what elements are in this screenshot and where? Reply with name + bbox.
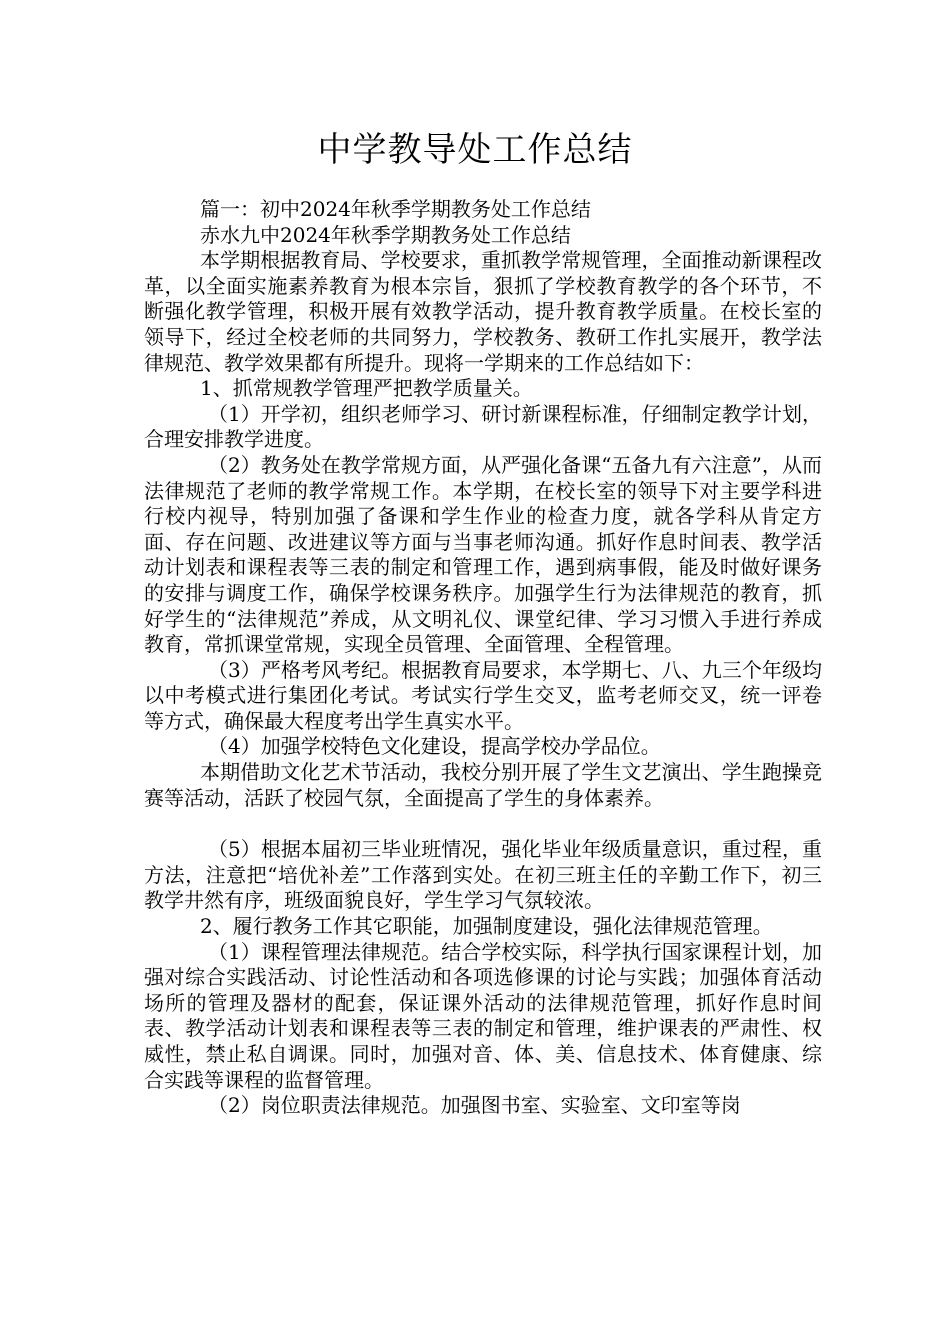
body-paragraph: （1）课程管理法律规范。结合学校实际，科学执行国家课程计划，加强对综合实践活动、讨论性活动和各项选修课的讨论与实践；加强体育活动场所的管理及器材的配套，保证课外活动的法律规范管理，抓好作息时间表、教学活动计划表和课程表等三表的制定和管理，维护课表的严肃性、权威性，禁止私自调课。同时，加强对音、体、美、信息技术、体育健康、综合实践等课程的监督管理。 xyxy=(144,939,822,1092)
body-paragraph: （3）严格考风考纪。根据教育局要求，本学期七、八、九三个年级均以中考模式进行集团化考试。考试实行学生交叉，监考老师交叉，统一评卷等方式，确保最大程度考出学生真实水平。 xyxy=(144,657,822,733)
subtitle-paragraph: 赤水九中2024年秋季学期教务处工作总结 xyxy=(200,222,571,247)
section-heading: 1、抓常规教学管理严把教学质量关。 xyxy=(200,376,533,401)
body-paragraph: （2）岗位职责法律规范。加强图书室、实验室、文印室等岗 xyxy=(208,1093,741,1118)
body-paragraph: （4）加强学校特色文化建设，提高学校办学品位。 xyxy=(208,734,661,759)
body-paragraph: （1）开学初，组织老师学习、研讨新课程标准，仔细制定教学计划，合理安排教学进度。 xyxy=(144,401,822,452)
body-paragraph: 本期借助文化艺术节活动，我校分别开展了学生文艺演出、学生跑操竞赛等活动，活跃了校园气氛，全面提高了学生的身体素养。 xyxy=(144,760,822,810)
paragraph-spacer xyxy=(144,811,822,837)
document-title: 中学教导处工作总结 xyxy=(317,130,633,170)
section-heading: 2、履行教务工作其它职能，加强制度建设，强化法律规范管理。 xyxy=(200,914,773,939)
body-paragraph: 本学期根据教育局、学校要求，重抓教学常规管理，全面推动新课程改革，以全面实施素养教育为根本宗旨，狠抓了学校教育教学的各个环节，不断强化教学管理，积极开展有效教学活动，提升教育教学质量。在校长室的领导下，经过全校老师的共同努力，学校教务、教研工作扎实展开，教学法律规范、教学效果都有所提升。现将一学期来的工作总结如下： xyxy=(144,248,822,375)
body-paragraph: （2）教务处在教学常规方面，从严强化备课“五备九有六注意”，从而法律规范了老师的教学常规工作。本学期，在校长室的领导下对主要学科进行校内视导，特别加强了备课和学生作业的检查力度，就各学科从肯定方面、存在问题、改进建议等方面与当事老师沟通。抓好作息时间表、教学活动计划表和课程表等三表的制定和管理工作，遇到病事假，能及时做好课务的安排与调度工作，确保学校课务秩序。加强学生行为法律规范的教育，抓好学生的“法律规范”养成，从文明礼仪、课堂纪律、学习习惯入手进行养成教育，常抓课堂常规，实现全员管理、全面管理、全程管理。 xyxy=(144,452,822,657)
document-body xyxy=(144,197,822,1119)
body-paragraph: （5）根据本届初三毕业班情况，强化毕业年级质量意识，重过程，重方法，注意把“培优补差”工作落到实处。在初三班主任的辛勤工作下，初三教学井然有序，班级面貌良好，学生学习气氛较浓。 xyxy=(144,837,822,913)
subtitle-paragraph: 篇一：初中2024年秋季学期教务处工作总结 xyxy=(200,197,591,221)
